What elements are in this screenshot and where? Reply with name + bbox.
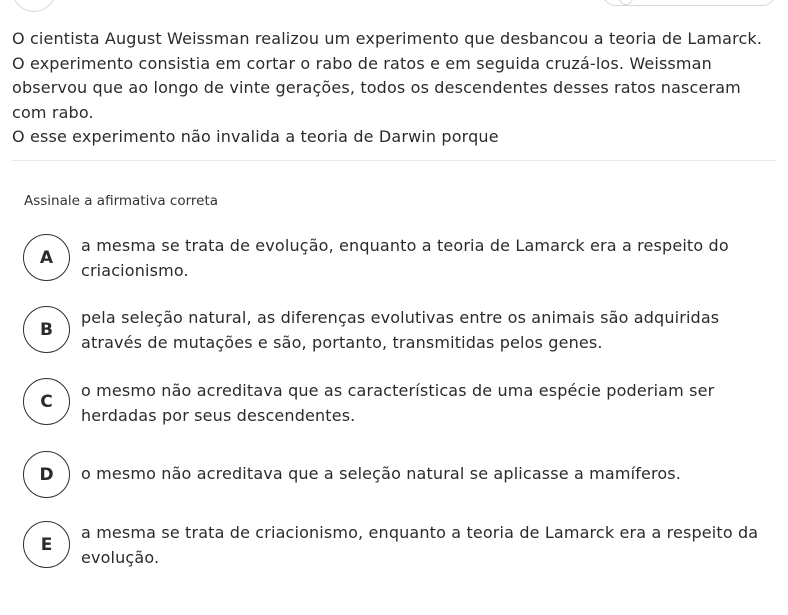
option-e[interactable] [23, 521, 773, 569]
question-paragraph: O cientista August Weissman realizou um experimento que desbancou a teoria de Lamarck. O experimento consistia em cortar o rabo de ratos e em seguida cruzá-los. Weissman observou que ao longo de vinte gerações, todos os descendentes desses ratos nasceram com rabo. [12, 29, 763, 122]
option-letter-badge[interactable]: C [23, 378, 70, 425]
back-button[interactable] [12, 0, 56, 12]
option-text: a mesma se trata de criacionismo, enquanto a teoria de Lamarck era a respeito da evolução. [81, 523, 759, 567]
option-letter-badge[interactable]: E [23, 521, 70, 568]
header-pill-button[interactable] [602, 0, 776, 6]
option-text: a mesma se trata de evolução, enquanto a teoria de Lamarck era a respeito do criacionismo. [81, 236, 729, 280]
option-text: pela seleção natural, as diferenças evolutivas entre os animais são adquiridas através de mutações e são, portanto, transmitidas pelos genes. [81, 308, 720, 352]
question-prompt: O esse experimento não invalida a teoria de Darwin porque [12, 127, 499, 146]
option-d[interactable] [23, 451, 773, 499]
option-b[interactable] [23, 306, 773, 354]
option-text: o mesmo não acreditava que a seleção natural se aplicasse a mamíferos. [81, 464, 682, 483]
question-text [12, 27, 776, 150]
option-a[interactable] [23, 234, 773, 282]
header-pill-icon [619, 0, 633, 5]
instruction-label: Assinale a afirmativa correta [24, 193, 219, 209]
option-text: o mesmo não acreditava que as características de uma espécie poderiam ser herdadas por seus descendentes. [81, 381, 715, 425]
option-letter-badge[interactable]: B [23, 306, 70, 353]
option-c[interactable] [23, 378, 773, 426]
option-letter-badge[interactable]: A [23, 234, 70, 281]
divider [12, 160, 776, 161]
option-letter-badge[interactable]: D [23, 451, 70, 498]
